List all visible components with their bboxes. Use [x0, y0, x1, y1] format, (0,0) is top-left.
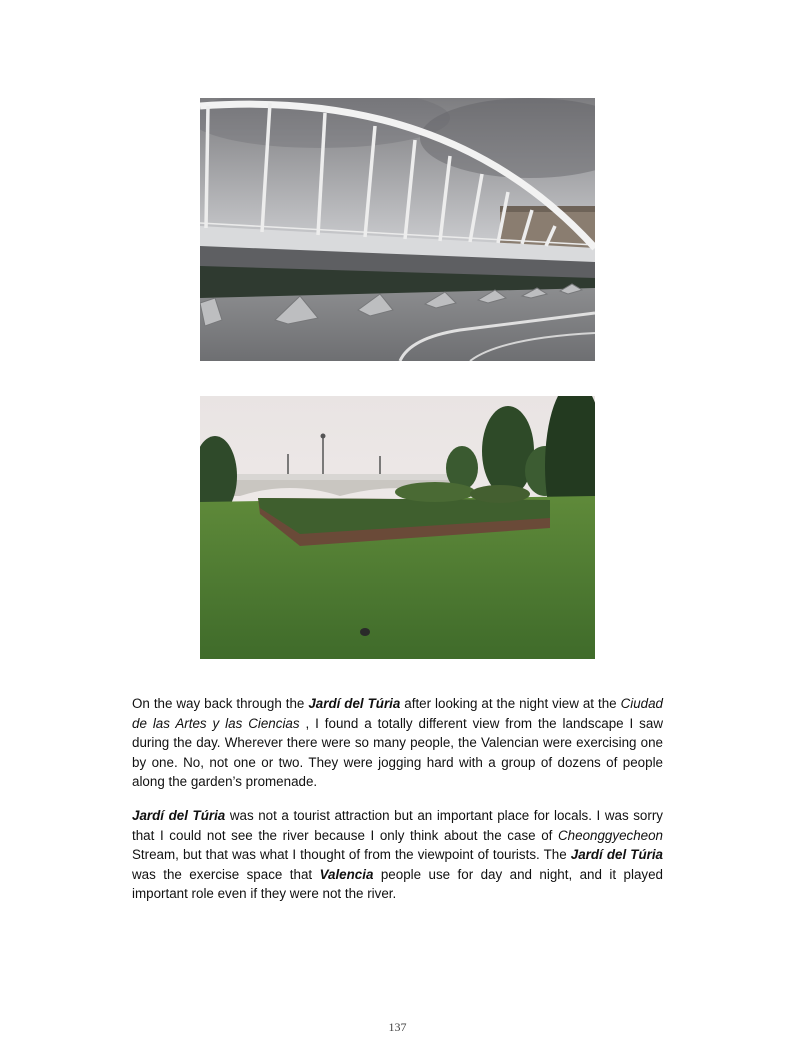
para2-run-3: was the exercise space that [132, 866, 320, 882]
para2-run-1: was not a tourist attraction but an important place for locals. I was sorry that I could not see the river because I only think about the case of [132, 808, 663, 843]
para1-run-3: , I found a totally different view from the landscape I saw during the day. Wherever there were so many people, the Valencian were exercising one by one. No, not one or two. They were jogging hard with a group of dozens of people along the garden’s promenade. [132, 715, 663, 790]
para2-city-name: Valencia [319, 866, 374, 882]
page-number: 137 [388, 1020, 407, 1034]
para2-run-2: Stream, but that was what I thought of from the viewpoint of tourists. The [132, 847, 571, 863]
para2-place-name-1: Jardí del Túria [132, 808, 226, 823]
para2-place-name-2: Jardí del Túria [570, 847, 664, 863]
bridge-photo [200, 98, 595, 361]
para2-stream-name: Cheonggyecheon [558, 827, 663, 843]
body-paragraph-2 [132, 806, 663, 904]
para1-landmark-name: Ciudad de las Artes y las Ciencias [132, 696, 663, 731]
garden-photo [200, 396, 595, 659]
para1-run-2: after looking at the night view at the [400, 696, 621, 711]
para2-run-4: people use for day and night, and it played important role even if they were not the river. [132, 866, 663, 902]
para1-place-name: Jardí del Túria [308, 696, 401, 711]
para1-run-1: On the way back through the [132, 696, 309, 711]
body-paragraph-1 [132, 694, 663, 792]
